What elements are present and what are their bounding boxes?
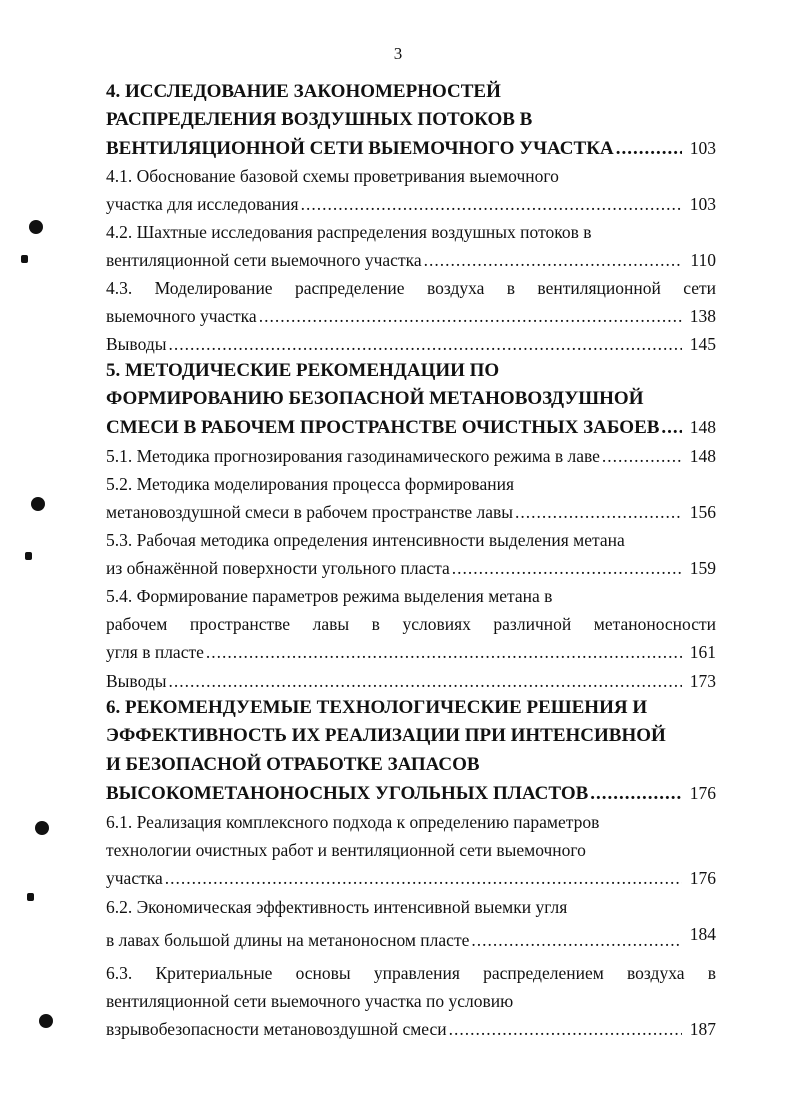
conclusions-label: Выводы [106, 334, 167, 354]
toc-entry-4-1 [106, 190, 716, 218]
page-ref: 156 [689, 502, 716, 522]
punch-hole [31, 497, 45, 511]
toc-entry-5-1 [106, 442, 716, 470]
leader-dots [616, 135, 682, 163]
leader-dots [590, 780, 682, 808]
chapter-4-heading-line-3: ВЕНТИЛЯЦИОННОЙ СЕТИ ВЫЕМОЧНОГО УЧАСТКА [106, 138, 614, 159]
toc-entry-conclusions-5 [106, 667, 716, 695]
toc-entry-5-3-line-2: из обнажённой поверхности угольного пласта [106, 558, 450, 578]
toc-entry-4-3 [106, 302, 716, 330]
leader-dots [449, 1015, 682, 1043]
toc-entry-6-3-line-1: 6.3. Критериальные основы управления распределением воздуха в [106, 963, 716, 983]
toc-entry-4-1-line-2: участка для исследования [106, 194, 299, 214]
scan-mark [25, 552, 32, 560]
toc-entry-5-4-line-2: рабочем пространстве лавы в условиях различной метаноносности [106, 614, 716, 634]
leader-dots [168, 330, 682, 358]
toc-entry-5-2-line-2: метановоздушной смеси в рабочем пространстве лавы [106, 502, 514, 522]
leader-dots [165, 864, 682, 892]
toc-entry-6-3 [106, 1015, 716, 1043]
chapter-6-heading-line-4: ВЫСОКОМЕТАНОНОСНЫХ УГОЛЬНЫХ ПЛАСТОВ [106, 783, 589, 804]
page-ref: 187 [689, 1019, 716, 1039]
leader-dots [206, 638, 682, 666]
leader-dots [452, 554, 682, 582]
toc-entry-6-1-line-2: технологии очистных работ и вентиляционной сети выемочного [106, 840, 586, 860]
toc-entry-6-1-line-1: 6.1. Реализация комплексного подхода к определению параметров [106, 812, 600, 832]
leader-dots [661, 414, 682, 442]
punch-hole [35, 821, 49, 835]
chapter-4-heading-line-1: 4. ИССЛЕДОВАНИЕ ЗАКОНОМЕРНОСТЕЙ [106, 81, 501, 102]
page-number: 3 [393, 44, 403, 63]
toc-entry-4-3-line-2: выемочного участка [106, 306, 257, 326]
page-ref: 148 [689, 446, 716, 466]
toc-entry-5-4-line-3: угля в пласте [106, 642, 204, 662]
chapter-6-heading-line-2: ЭФФЕКТИВНОСТЬ ИХ РЕАЛИЗАЦИИ ПРИ ИНТЕНСИВНОЙ [106, 725, 666, 746]
page-ref: 173 [689, 671, 716, 691]
page-ref: 103 [689, 194, 716, 214]
toc-entry-5-2-line-1: 5.2. Методика моделирования процесса формирования [106, 474, 514, 494]
scan-mark [27, 893, 34, 901]
toc-entry-6-1 [106, 864, 716, 892]
page-ref: 159 [689, 558, 716, 578]
page-ref: 184 [689, 924, 716, 944]
leader-dots [301, 190, 682, 218]
chapter-5-heading-line-1: 5. МЕТОДИЧЕСКИЕ РЕКОМЕНДАЦИИ ПО [106, 360, 500, 381]
toc-entry-5-4 [106, 638, 716, 666]
toc-entry-6-2-line-1: 6.2. Экономическая эффективность интенсивной выемки угля [106, 897, 568, 917]
page-ref: 176 [689, 783, 716, 803]
leader-dots [515, 498, 682, 526]
page-ref: 103 [689, 138, 716, 158]
toc-entry-5-2 [106, 498, 716, 526]
toc-entry-6-3-line-3: взрывобезопасности метановоздушной смеси [106, 1019, 447, 1039]
punch-hole [29, 220, 43, 234]
toc-entry-5-3 [106, 554, 716, 582]
chapter-6-heading-line-1: 6. РЕКОМЕНДУЕМЫЕ ТЕХНОЛОГИЧЕСКИЕ РЕШЕНИЯ И [106, 697, 648, 718]
toc-entry-4-2 [106, 246, 716, 274]
toc-entry-5-4-line-1: 5.4. Формирование параметров режима выделения метана в [106, 586, 553, 606]
leader-dots [471, 926, 682, 954]
chapter-5-heading-line-2: ФОРМИРОВАНИЮ БЕЗОПАСНОЙ МЕТАНОВОЗДУШНОЙ [106, 388, 644, 409]
chapter-5-heading-line-3: СМЕСИ В РАБОЧЕМ ПРОСТРАНСТВЕ ОЧИСТНЫХ ЗАБОЕВ [106, 417, 660, 438]
toc-entry-chapter-5 [106, 413, 716, 441]
toc-entry-4-2-line-1: 4.2. Шахтные исследования распределения воздушных потоков в [106, 222, 592, 242]
page-ref: 138 [689, 306, 716, 326]
toc-entry-4-2-line-2: вентиляционной сети выемочного участка [106, 250, 422, 270]
leader-dots [424, 246, 682, 274]
leader-dots [602, 442, 682, 470]
punch-hole [39, 1014, 53, 1028]
page-ref: 148 [689, 417, 716, 437]
toc-entry-4-1-line-1: 4.1. Обоснование базовой схемы проветривания выемочного [106, 166, 559, 186]
page-ref: 110 [690, 250, 716, 270]
page-ref: 161 [689, 642, 716, 662]
toc-entry-6-1-line-3: участка [106, 868, 163, 888]
page-ref: 145 [689, 334, 716, 354]
toc-entry-5-1-line: 5.1. Методика прогнозирования газодинамического режима в лаве [106, 446, 600, 466]
scan-mark [21, 255, 28, 263]
page-ref: 176 [689, 868, 716, 888]
toc-entry-chapter-6 [106, 779, 716, 807]
toc-entry-chapter-4 [106, 134, 716, 162]
toc-entry-4-3-line-1: 4.3. Моделирование распределение воздуха в вентиляционной сети [106, 278, 716, 298]
toc-entry-5-3-line-1: 5.3. Рабочая методика определения интенсивности выделения метана [106, 530, 625, 550]
chapter-6-heading-line-3: И БЕЗОПАСНОЙ ОТРАБОТКЕ ЗАПАСОВ [106, 754, 480, 775]
chapter-4-heading-line-2: РАСПРЕДЕЛЕНИЯ ВОЗДУШНЫХ ПОТОКОВ В [106, 109, 533, 130]
toc-entry-6-2 [106, 926, 716, 954]
conclusions-label: Выводы [106, 671, 167, 691]
leader-dots [259, 302, 682, 330]
toc-entry-6-3-line-2: вентиляционной сети выемочного участка по условию [106, 991, 514, 1011]
toc-entry-conclusions-4 [106, 330, 716, 358]
leader-dots [168, 667, 682, 695]
toc-entry-6-2-line-2: в лавах большой длины на метаноносном пласте [106, 930, 470, 950]
